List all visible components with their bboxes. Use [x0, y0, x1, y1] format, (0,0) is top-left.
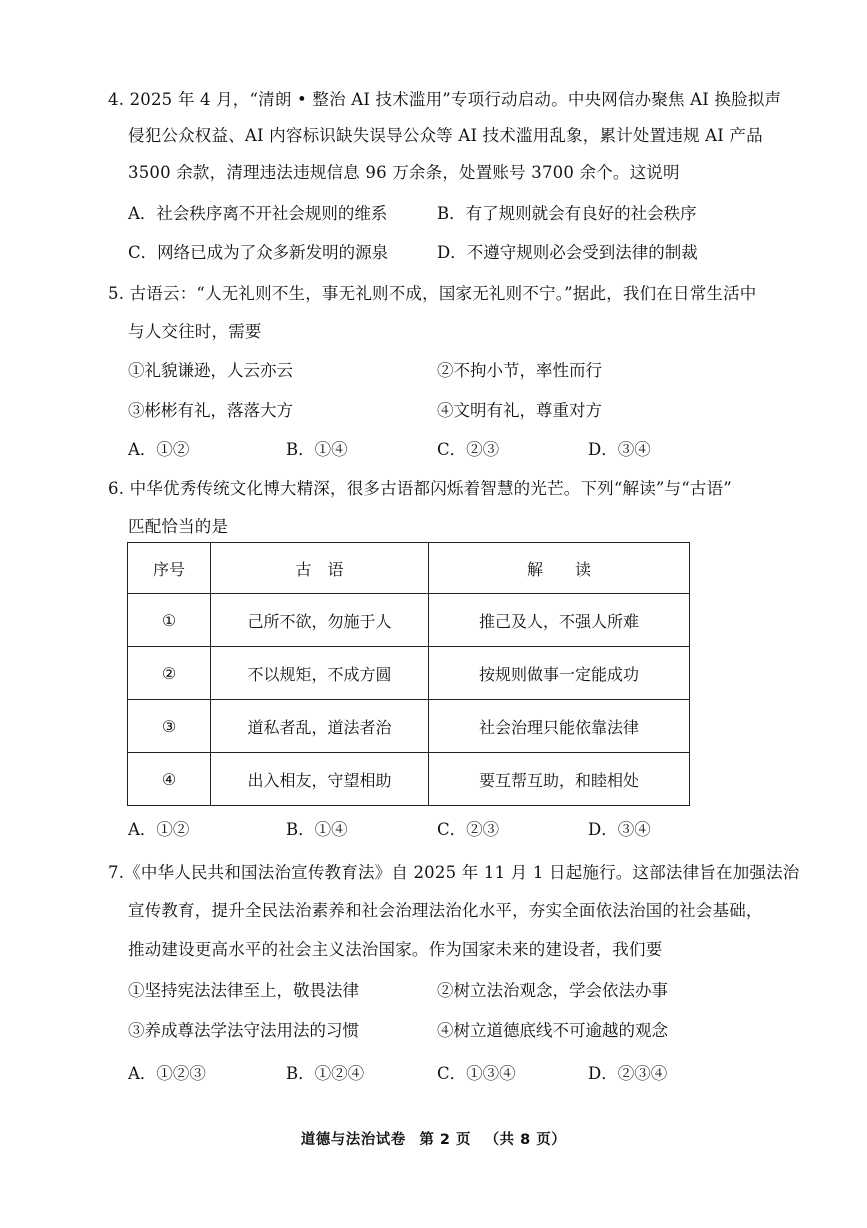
- q4-option-d: D．不遵守规则必会受到法律的制裁: [437, 243, 698, 262]
- q4-option-a: A．社会秩序离不开社会规则的维系: [128, 204, 388, 223]
- q5-choice-b: B．①④: [286, 440, 348, 459]
- q7-stem-line-2: 宣传教育，提升全民法治素养和社会治理法治化水平，夯实全面依法治国的社会基础，: [128, 901, 763, 920]
- table-header-cell: 古 语: [211, 543, 429, 594]
- q7-choice-c: C．①③④: [437, 1064, 516, 1083]
- q5-choice-d: D．③④: [588, 440, 651, 459]
- footer-subject: 道德与法治试卷: [300, 1132, 406, 1148]
- table-cell-proverb: 不以规矩，不成方圆: [211, 647, 429, 700]
- table-cell-proverb: 己所不欲，勿施于人: [211, 594, 429, 647]
- footer-page-number: 第 2 页: [419, 1132, 471, 1148]
- table-cell-number: ④: [128, 753, 211, 806]
- q7-item-3: ③养成尊法学法守法用法的习惯: [128, 1021, 359, 1040]
- q6-stem-line-2: 匹配恰当的是: [128, 517, 229, 536]
- table-row: [128, 647, 690, 700]
- q5-item-4: ④文明有礼，尊重对方: [437, 401, 602, 420]
- q5-item-1: ①礼貌谦逊，人云亦云: [128, 361, 293, 380]
- q7-choice-d: D．②③④: [588, 1064, 668, 1083]
- page-footer: [0, 1128, 867, 1149]
- q5-stem-line-2: 与人交往时，需要: [128, 322, 262, 341]
- q5-choice-a: A．①②: [128, 440, 190, 459]
- q4-stem-line-2: 侵犯公众权益、AI 内容标识缺失误导公众等 AI 技术滥用乱象，累计处置违规 AI 产品: [128, 126, 763, 145]
- q4-stem-line-3: 3500 余款，清理违法违规信息 96 万余条，处置账号 3700 余个。这说明: [128, 163, 680, 182]
- table-header-cell: 解 读: [429, 543, 690, 594]
- table-cell-interpretation: 要互帮互助，和睦相处: [429, 753, 690, 806]
- table-cell-number: ①: [128, 594, 211, 647]
- table-row: [128, 594, 690, 647]
- q6-choice-a: A．①②: [128, 820, 190, 839]
- q6-choice-c: C．②③: [437, 820, 500, 839]
- q4-stem-line-1: 4. 2025 年 4 月，“清朗 • 整治 AI 技术滥用”专项行动启动。中央网信办聚焦 AI 换脸拟声: [108, 90, 782, 109]
- q7-item-4: ④树立道德底线不可逾越的观念: [437, 1021, 668, 1040]
- q7-item-2: ②树立法治观念，学会依法办事: [437, 981, 668, 1000]
- q6-choice-d: D．③④: [588, 820, 651, 839]
- q5-choice-c: C．②③: [437, 440, 500, 459]
- table-cell-interpretation: 按规则做事一定能成功: [429, 647, 690, 700]
- table-cell-proverb: 出入相友，守望相助: [211, 753, 429, 806]
- table-row: [128, 753, 690, 806]
- q5-item-2: ②不拘小节，率性而行: [437, 361, 602, 380]
- table-cell-interpretation: 社会治理只能依靠法律: [429, 700, 690, 753]
- table-cell-number: ②: [128, 647, 211, 700]
- q5-item-3: ③彬彬有礼，落落大方: [128, 401, 293, 420]
- q5-stem-line-1: 5. 古语云：“人无礼则不生，事无礼则不成，国家无礼则不宁。”据此，我们在日常生活中: [108, 284, 757, 303]
- q6-choice-b: B．①④: [286, 820, 348, 839]
- table-cell-interpretation: 推己及人，不强人所难: [429, 594, 690, 647]
- q4-option-b: B．有了规则就会有良好的社会秩序: [437, 204, 697, 223]
- table-cell-proverb: 道私者乱，道法者治: [211, 700, 429, 753]
- q4-option-c: C．网络已成为了众多新发明的源泉: [128, 243, 389, 262]
- q7-stem-line-3: 推动建设更高水平的社会主义法治国家。作为国家未来的建设者，我们要: [128, 940, 663, 959]
- q7-choice-b: B．①②④: [286, 1064, 365, 1083]
- q6-stem-line-1: 6. 中华优秀传统文化博大精深，很多古语都闪烁着智慧的光芒。下列“解读”与“古语”: [108, 479, 732, 498]
- footer-page-total: （共 8 页）: [484, 1132, 567, 1148]
- table-row: [128, 700, 690, 753]
- table-header-row: [128, 543, 690, 594]
- table-header-cell: 序号: [128, 543, 211, 594]
- q7-item-1: ①坚持宪法法律至上，敬畏法律: [128, 981, 359, 1000]
- q7-choice-a: A．①②③: [128, 1064, 206, 1083]
- table-cell-number: ③: [128, 700, 211, 753]
- q7-stem-line-1: 7.《中华人民共和国法治宣传教育法》自 2025 年 11 月 1 日起施行。这部法律旨在加强法治: [108, 863, 800, 882]
- q6-table: [127, 542, 690, 806]
